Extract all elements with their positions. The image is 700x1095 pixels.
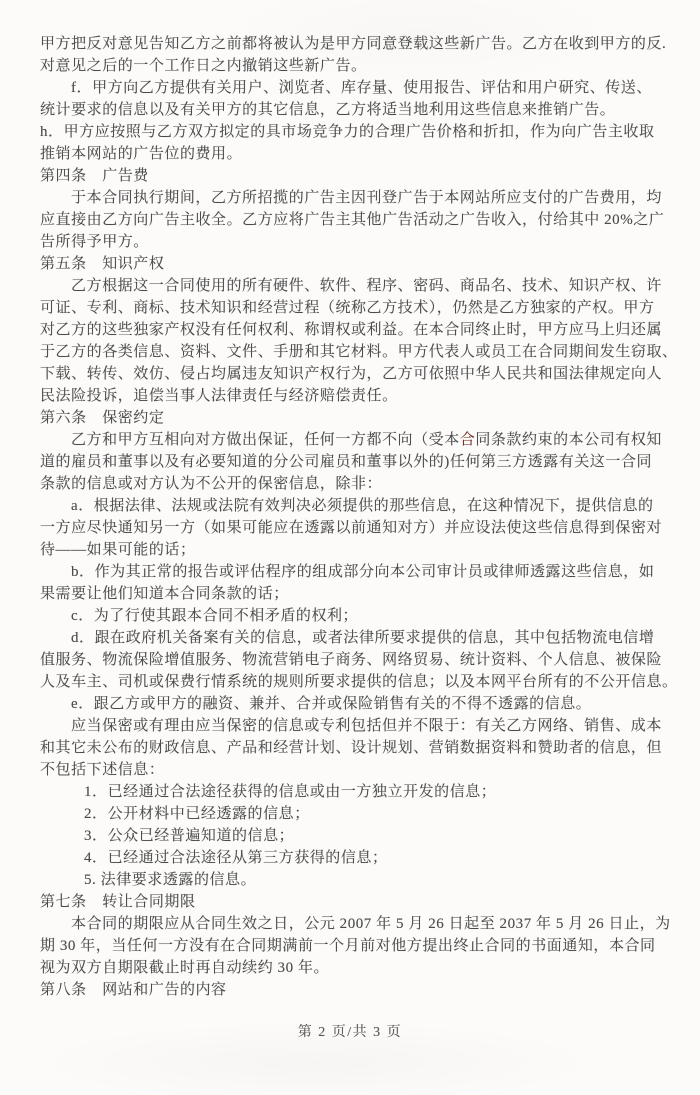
text-line: d．跟在政府机关备案有关的信息，或者法律所要求提供的信息，其中包括物流电信增 bbox=[71, 630, 655, 646]
text-line: 本合同的期限应从合同生效之日，公元 2007 年 5 月 26 日起至 2037 年 5 月 26 日止，为 bbox=[71, 916, 671, 932]
page-number: 第 2 页/共 3 页 bbox=[297, 1025, 403, 1040]
contract-text-body bbox=[40, 33, 678, 1001]
text-segment: 乙方和甲方互相向对方做出保证，任何一方都不向（受本 bbox=[71, 432, 460, 448]
text-line: 甲方把反对意见告知乙方之前都将被认为是甲方同意登载这些新广告。乙方在收到甲方的反. bbox=[40, 36, 667, 52]
red-marked-character: 合 bbox=[459, 432, 476, 448]
text-line: a．根据法律、法规或法院有效判决必须提供的那些信息，在这种情况下，提供信息的 bbox=[71, 498, 654, 514]
text-line: 人及车主、司机或保费行情系统的规则所要求提供的信息；以及本网平台所有的不公开信息。 bbox=[40, 674, 678, 690]
text-line: 对乙方的这些独家产权没有任何权利、称谓权或利益。在本合同终止时，甲方应马上归还属 bbox=[40, 322, 663, 338]
text-line: 应直接由乙方向广告主收全。乙方应将广告主其他广告活动之广告收入，付给其中 20%之广 bbox=[40, 212, 665, 228]
text-line: 不包括下述信息： bbox=[40, 762, 165, 778]
text-line: 民法险投诉，追偿当事人法律责任与经济赔偿责任。 bbox=[40, 388, 398, 404]
text-line: c．为了行使其跟本合同不相矛盾的权利； bbox=[71, 608, 359, 624]
text-line: 待——如果可能的话； bbox=[40, 542, 196, 558]
text-line: f．甲方向乙方提供有关用户、浏览者、库存量、使用报告、评估和用户研究、传送、 bbox=[71, 80, 652, 96]
text-line: 第八条 网站和广告的内容 bbox=[40, 982, 227, 998]
text-line: e．跟乙方或甲方的融资、兼并、合并或保险销售有关的不得不透露的信息。 bbox=[71, 696, 592, 712]
text-line: 对意见之后的一个工作日之内撤销这些新广告。 bbox=[40, 58, 367, 74]
text-line: 于乙方的各类信息、资料、文件、手册和其它材料。甲方代表人或员工在合同期间发生窃取、 bbox=[40, 344, 678, 360]
text-line: 于本合同执行期间，乙方所招揽的广告主因刊登广告于本网站所应支付的广告费用，均 bbox=[71, 190, 662, 206]
text-line: 统计要求的信息以及有关甲方的其它信息，乙方将适当地利用这些信息来推销广告。 bbox=[40, 102, 616, 118]
text-line: 一方应尽快通知另一方（如果可能应在透露以前通知对方）并应设法使这些信息得到保密对 bbox=[40, 520, 663, 536]
text-line: 告所得予甲方。 bbox=[40, 234, 149, 250]
text-line: 应当保密或有理由应当保密的信息或专利包括但并不限于：有关乙方网络、销售、成本 bbox=[71, 718, 662, 734]
text-line: 1．已经通过合法途径获得的信息或由一方独立开发的信息； bbox=[84, 784, 497, 800]
text-line: 可证、专利、商标、技术知识和经营过程（统称乙方技术），仍然是乙方独家的产权。甲方 bbox=[40, 300, 655, 316]
text-line: 值服务、物流保险增值服务、物流营销电子商务、网络贸易、统计资料、个人信息、被保险 bbox=[40, 652, 663, 668]
text-line: 第六条 保密约定 bbox=[40, 410, 165, 426]
text-line: 4．已经通过合法途径从第三方获得的信息； bbox=[84, 850, 388, 866]
text-line: 视为双方自期限截止时再自动续约 30 年。 bbox=[40, 960, 330, 976]
text-line: 5. 法律要求透露的信息。 bbox=[84, 872, 257, 888]
text-line: 2．公开材料中已经透露的信息； bbox=[84, 806, 310, 822]
text-line: 下载、转传、效仿、侵占均属违友知识产权行为，乙方可依照中华人民共和国法律规定向人 bbox=[40, 366, 663, 382]
text-line: 道的雇员和董事以及有必要知道的分公司雇员和董事以外的)任何第三方透露有关这一合同 bbox=[40, 454, 652, 470]
text-line: 3．公众已经普遍知道的信息； bbox=[84, 828, 295, 844]
text-segment: 同条款约束的本公司有权知 bbox=[475, 432, 662, 448]
text-line: 第五条 知识产权 bbox=[40, 256, 165, 272]
text-line: 果需要让他们知道本合同条款的话； bbox=[40, 586, 289, 602]
text-line: b．作为其正常的报告或评估程序的组成部分向本公司审计员或律师透露这些信息，如 bbox=[71, 564, 655, 580]
text-line: 乙方根据这一合同使用的所有硬件、软件、程序、密码、商品名、技术、知识产权、许 bbox=[71, 278, 662, 294]
text-line: 和其它未公布的财政信息、产品和经营计划、设计规划、营销数据资料和赞助者的信息，但 bbox=[40, 740, 663, 756]
text-line bbox=[40, 429, 664, 451]
text-line: 期 30 年，当任何一方没有在合同期满前一个月前对他方提出终止合同的书面通知，本合同 bbox=[40, 938, 656, 954]
text-line: 第四条 广告费 bbox=[40, 168, 149, 184]
text-line: 第七条 转让合同期限 bbox=[40, 894, 196, 910]
text-line: 推销本网站的广告位的费用。 bbox=[40, 146, 243, 162]
text-line: 条款的信息或对方认为不公开的保密信息，除非： bbox=[40, 476, 383, 492]
text-line: h．甲方应按照与乙方双方拟定的具市场竞争力的合理广告价格和折扣，作为向广告主收取 bbox=[40, 124, 655, 140]
